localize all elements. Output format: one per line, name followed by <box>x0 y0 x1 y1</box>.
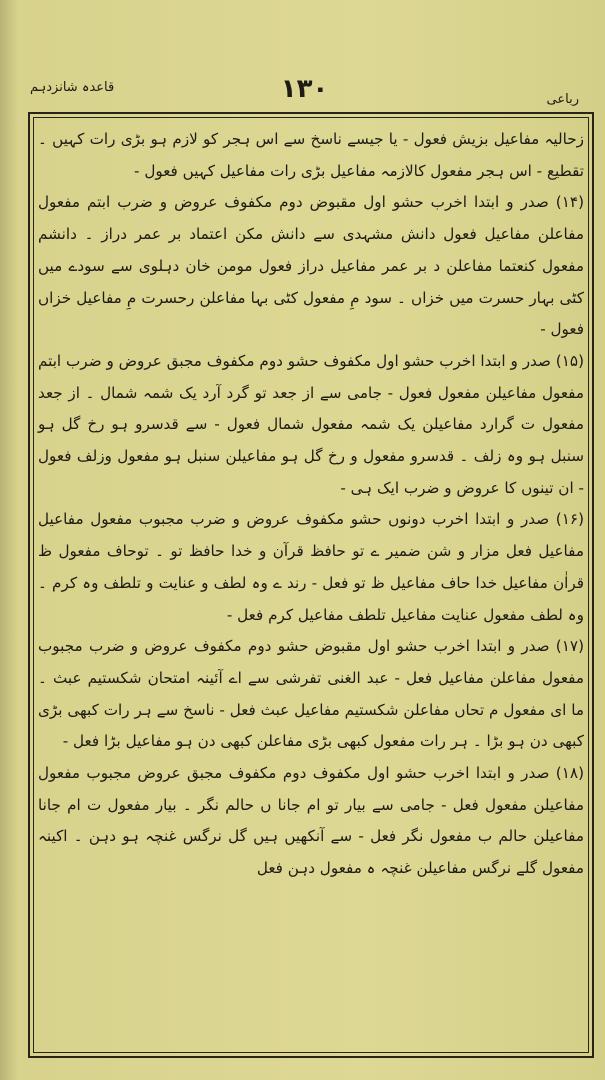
paragraph-intro: زحالیہ مفاعیل بزیش فعول - یا جیسے ناسخ سے اس ہجر کو لازم ہو بڑی رات کہیں ۔ تقطیع - اس ہجر مفعول کالازمہ مفاعیل بڑی رات مفاعیل کہیں فعول - <box>38 130 584 180</box>
page-header <box>22 72 587 108</box>
paragraph-18: (۱۸) صدر و ابتدا اخرب حشو اول مکفوف دوم مکفوف مجبق عروض مجبوب مفعول مفاعیلن مفعول فعل - جامی سے بیار تو ام جانا ں حالم نگر ۔ بیار مفعول ت ام جانا مفاعیلن حالم ب مفعول نگر فعل - سے آنکھیں ہیں گل نرگس غنچہ ہو دہن ۔ اکینہ مفعول گلے نرگس مفاعیلن غنچہ ہ مفعول دہن فعل <box>38 764 584 878</box>
paragraph-17: (۱۷) صدر و ابتدا اخرب حشو اول مقبوض حشو دوم مکفوف عروض و ضرب مجبوب مفعول مفاعلن مفاعیل فعل - عبد الغنی تفرشی سے اے آئینہ امتحان شکستیم عبث ۔ ما ای مفعول م تحاں مفاعلن شکستیم مفاعیل عبث فعل - ناسخ سے ہر رات کبھی بڑی کبھی دن ہو بڑا ۔ ہر رات مفعول کبھی بڑی مفاعلن کبھی دن ہو مفاعیل بڑا فعل - <box>38 637 584 751</box>
paragraph-14: (۱۴) صدر و ابتدا اخرب حشو اول مقبوض دوم مکفوف عروض و ضرب ابتم مفعول مفاعلن مفاعیل فعول دانش مشہدی سے دانش مکن اعتماد بر عمر دراز ۔ دانشم مفعول کنعتما مفاعلن د بر عمر مفاعیل دراز فعول مومن خان دہلوی سے سودے میں کٹی بہار حسرت میں خزاں ۔ سود مِ مفعول کٹی بہا مفاعلن رحسرت مِ مفاعیل خزاں فعول - <box>38 193 584 339</box>
paragraph-16: (۱۶) صدر و ابتدا اخرب دونوں حشو مکفوف عروض و ضرب مجبوب مفعول مفاعیل مفاعیل فعل مزار و شن ضمیر ے تو حافظ قرآن و خدا حافظ تو ۔ توحاف مفعول ظ قراٰن مفاعیل خدا حاف مفاعیل ظ تو فعل - رند ے وہ لطف و عنایت و تلطف وہ کرم ۔ وہ لطف مفعول عنایت مفاعیل تلطف مفاعیل کرم فعل - <box>38 510 584 624</box>
text-frame <box>28 112 594 1058</box>
paragraph-15: (۱۵) صدر و ابتدا اخرب حشو اول مکفوف حشو دوم مکفوف مجبق عروض و ضرب ابتم مفعول مفاعیلن مفعول فعول - جامی سے از جعد تو گرد آرد یک شمہ شمال ۔ از جعد مفعول ت گرارد مفاعیلن یک شمہ مفعول شمال فعول - سے قدسرو ہو رخ گل ہو سنبل ہو وہ زلف ۔ قدسرو مفعول و رخ گل ہو مفاعیلن سنبل ہو مفعول وزلف فعول - ان تینوں کا عروض و ضرب ایک ہی - <box>38 351 584 497</box>
page-number: ۱۳۰ <box>280 74 329 104</box>
section-label: رباعی <box>546 92 579 107</box>
chapter-label: قاعدہ شانزدہم <box>30 80 115 95</box>
body-text <box>38 124 584 1048</box>
